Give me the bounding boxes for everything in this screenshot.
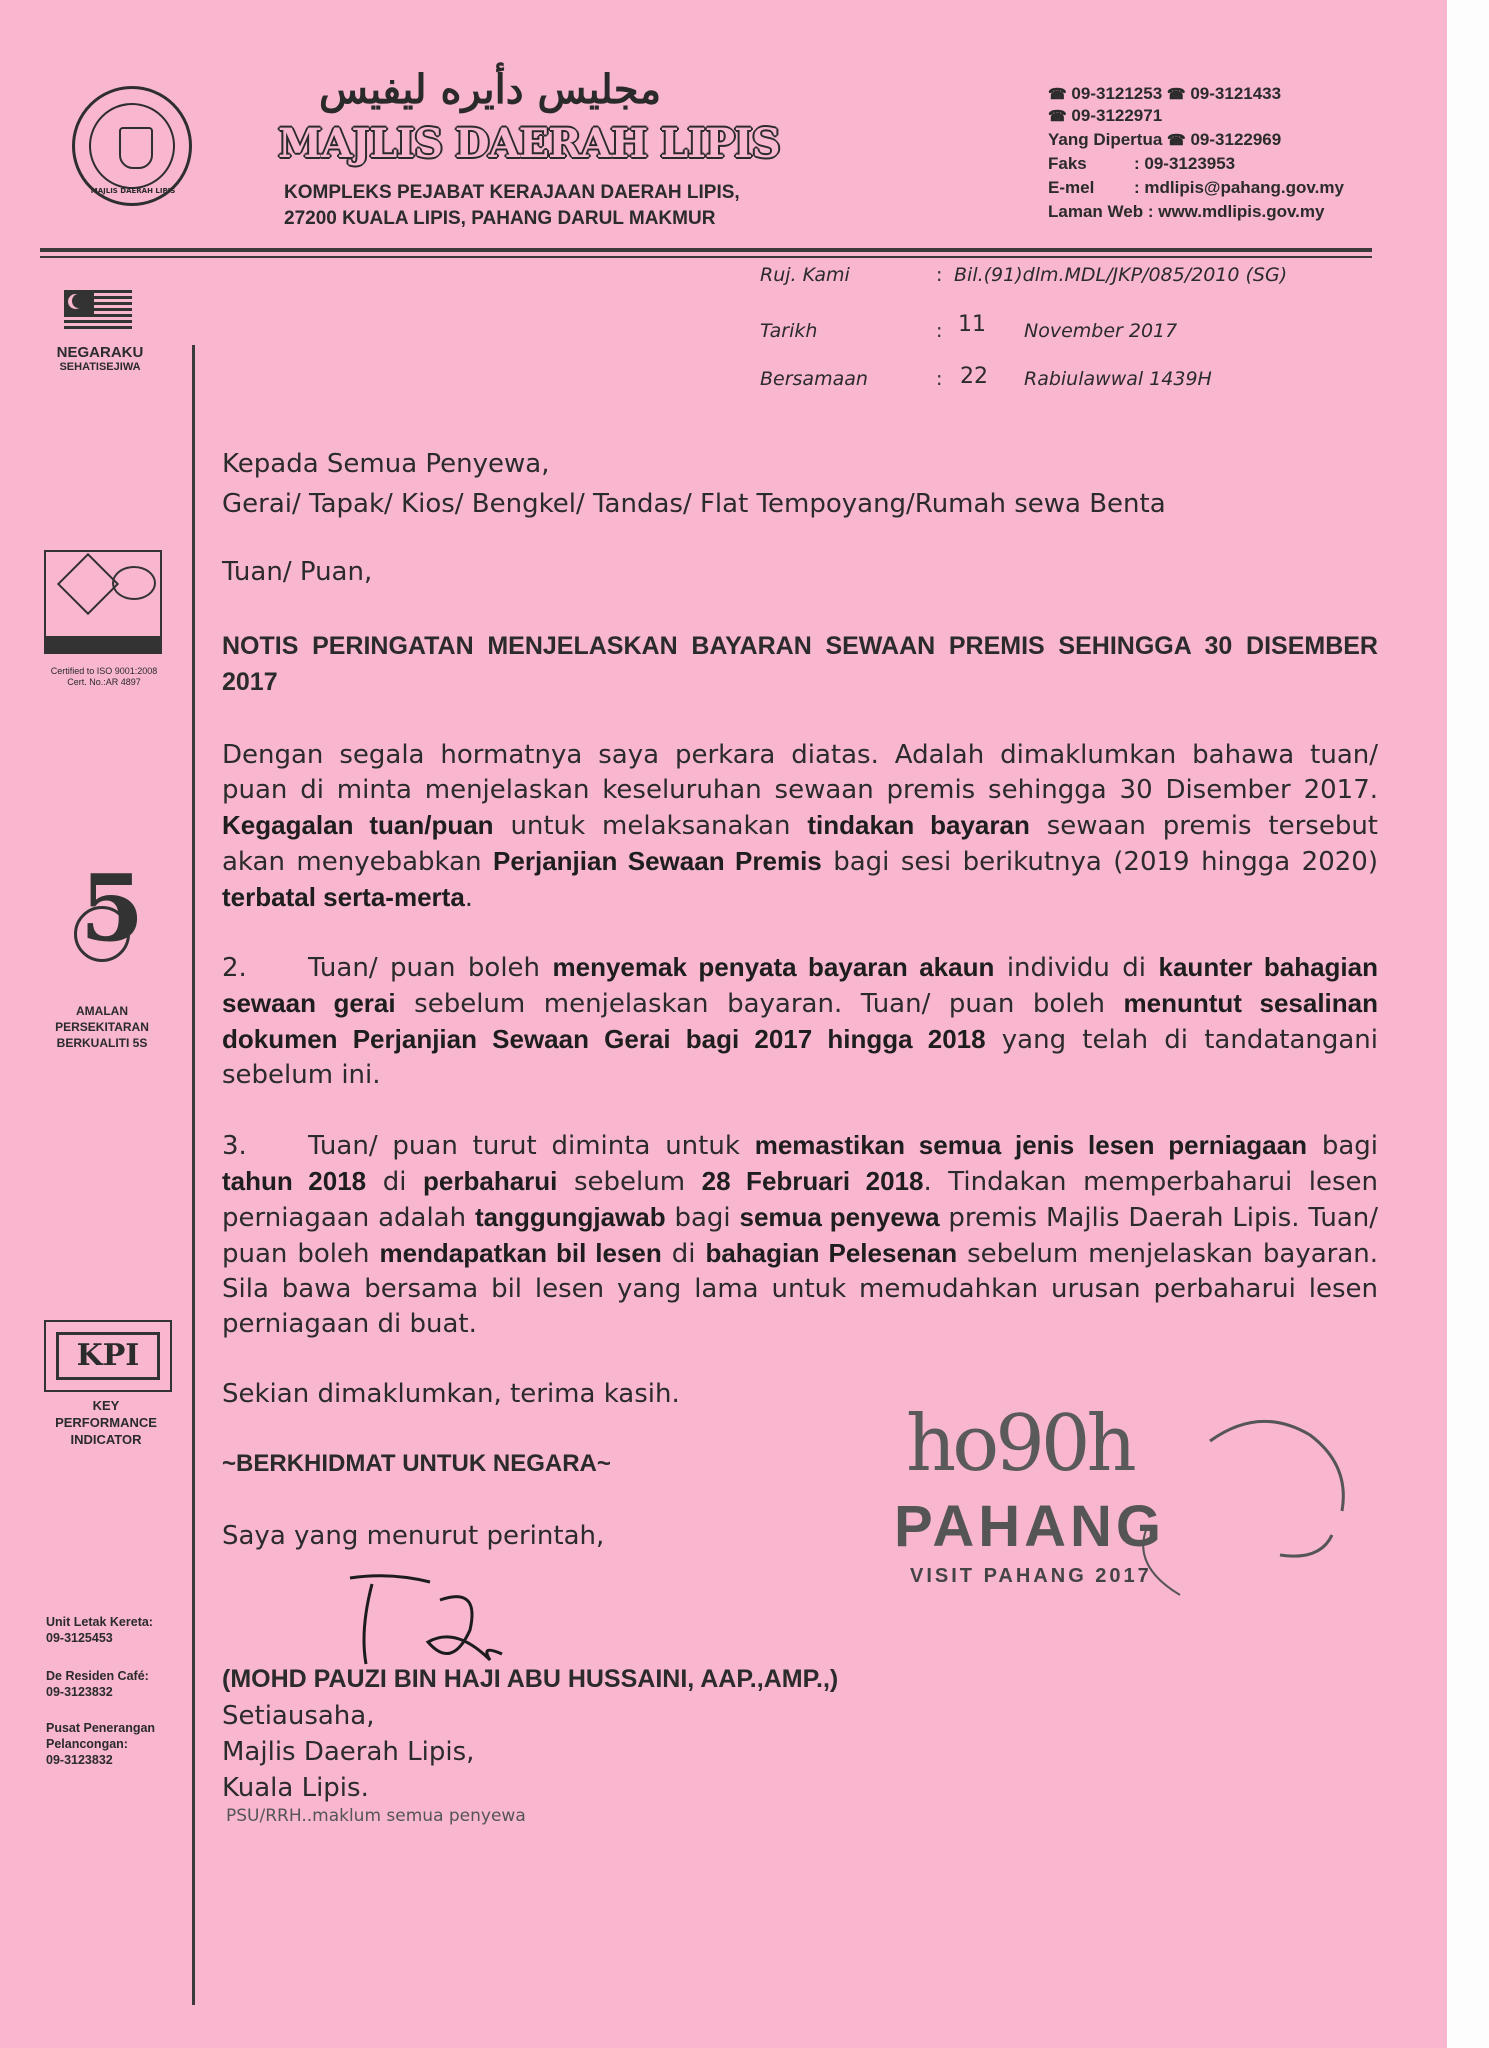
phone-icon: ☎	[1048, 108, 1067, 125]
closing-line: Sekian dimaklumkan, terima kasih.	[222, 1379, 680, 1409]
yang-dipertua-line: Yang Dipertua ☎ 09-3122969	[1048, 130, 1282, 149]
recipient-line-2: Gerai/ Tapak/ Kios/ Bengkel/ Tandas/ Flat Tempoyang/Rumah sewa Benta	[222, 489, 1166, 519]
iso-certification-logo	[44, 550, 162, 654]
iso-cert-number: Cert. No.:AR 4897	[67, 677, 141, 687]
signer-position-1: Setiausaha,	[222, 1701, 375, 1731]
council-seal-logo: MAJLIS DAERAH LIPIS	[72, 86, 192, 206]
pahang-wordmark: PAHANG	[894, 1494, 1166, 1559]
paragraph-3: 3. Tuan/ puan turut diminta untuk memastikan semua jenis lesen perniagaan bagi tahun 2018 di perbaharui sebelum 28 Februari 2018. Tindakan memperbaharui lesen perniagaan adalah tanggungjawab bagi semua penyewa premis Majlis Daerah Lipis. Tuan/ puan boleh mendapatkan bil lesen di bahagian Pelesenan sebelum menjelaskan bayaran. Sila bawa bersama bil lesen yang lama untuk memudahkan urusan perbaharui lesen perniagaan di buat.	[222, 1130, 1379, 1339]
parking-unit-contact: Unit Letak Kereta: 09-3125453	[46, 1615, 153, 1645]
kpi-label-1: KEY	[92, 1398, 120, 1413]
negaraku-label: NEGARAKU	[56, 344, 144, 361]
ref-number: Bil.(91)dlm.MDL/JKP/085/2010 (SG)	[954, 264, 1288, 286]
paper-edge	[1447, 0, 1489, 2048]
hijri-day-handwritten: 22	[960, 364, 988, 389]
signer-name: (MOHD PAUZI BIN HAJI ABU HUSSAINI, AAP.,AMP.,)	[222, 1665, 839, 1693]
visit-pahang-caption: VISIT PAHANG 2017	[910, 1565, 1152, 1587]
jawi-council-name: مجليس دأيره ليفيس	[318, 66, 662, 113]
email-line: E-mel : mdlipis@pahang.gov.my	[1048, 178, 1344, 197]
notice-title: NOTIS PERINGATAN MENJELASKAN BAYARAN SEWAAN PREMIS SEHINGGA 30 DISEMBER 2017	[222, 632, 1378, 696]
address-line-1: KOMPLEKS PEJABAT KERAJAAN DAERAH LIPIS,	[284, 182, 740, 203]
recipient-line-1: Kepada Semua Penyewa,	[222, 449, 550, 479]
signer-position-2: Majlis Daerah Lipis,	[222, 1737, 475, 1767]
website-line: Laman Web : www.mdlipis.gov.my	[1048, 202, 1325, 221]
hijri-label: Bersamaan	[760, 368, 868, 390]
kpi-label-3: INDICATOR	[70, 1432, 142, 1447]
cafe-contact: De Residen Café: 09-3123832	[46, 1669, 149, 1699]
paragraph-2: 2. Tuan/ puan boleh menyemak penyata bayaran akaun individu di kaunter bahagian sewaan gerai sebelum menjelaskan bayaran. Tuan/ puan boleh menuntut sesalinan dokumen Perjanjian Sewaan Gerai bagi 2017 hingga 2018 yang telah di tandatangani sebelum ini.	[222, 952, 1378, 1090]
kpi-label-2: PERFORMANCE	[55, 1415, 157, 1430]
5s-label-2: PERSEKITARAN	[55, 1020, 149, 1034]
paragraph-1: Dengan segala hormatnya saya perkara diatas. Adalah dimaklumkan bahawa tuan/ puan di minta menjelaskan keseluruhan sewaan premis sehingga 30 Disember 2017. Kegagalan tuan/puan untuk melaksanakan tindakan bayaran sewaan premis tersebut akan menyebabkan Perjanjian Sewaan Premis bagi sesi berikutnya (2019 hingga 2020) terbatal serta-merta.	[222, 740, 1379, 913]
phone-icon: ☎	[1167, 132, 1186, 149]
sign-off: Saya yang menurut perintah,	[222, 1521, 605, 1551]
iso-cert-text: Certified to ISO 9001:2008	[50, 666, 158, 676]
header-rule-thin	[40, 256, 1372, 258]
date-label: Tarikh	[760, 320, 818, 342]
malaysia-flag-icon	[64, 290, 132, 332]
salutation: Tuan/ Puan,	[222, 557, 373, 587]
hijri-month-year: Rabiulawwal 1439H	[1024, 368, 1212, 390]
copy-note: PSU/RRH..maklum semua penyewa	[226, 1806, 526, 1826]
fax-line: Faks : 09-3123953	[1048, 154, 1236, 173]
sehati-label: SEHATISEJIWA	[59, 361, 141, 373]
letter-page: MAJLIS DAERAH LIPIS مجليس دأيره ليفيس MAJLIS DAERAH LIPIS KOMPLEKS PEJABAT KERAJAAN DAERAH LIPIS, 27200 KUALA LIPIS, PAHANG DARUL MAKMUR ☎ 09-3121253 ☎ 09-3121433 ☎ 09-3122971 Yang Dipertua ☎ 09-3122969 Faks : 09-3123953 E-mel : mdlipis@pahang.gov.my Laman Web : www.mdlipis.gov.my NEGARAKU SEHATISEJIWA Certified to ISO 9001:2008 Cert. No.:AR 4897 5 AMALAN PERSEKITARAN BERKUALITI 5S KPI KEY PERFORMANCE INDICATOR Unit Letak Kereta: 09-3125453 De Residen Café: 09-3123832 Pusat Penerangan Pelancongan: 09-3123832 Ruj. Kami : Bil.(91)dlm.MDL/JKP/085/2010 (SG) Tarikh : 11 November 2017 Bersamaan : 22 Rabiulawwal 1439H Kepada Semua Penyewa, Gerai/ Tapak/ Kios/ Bengkel/ Tandas/ Flat Tempoyang/Rumah sewa Benta Tuan/ Puan, NOTIS PERINGATAN MENJELASKAN BAYARAN SEWAAN PREMIS SEHINGGA 30 DISEMBER 2017 Dengan segala hormatnya saya perkara diatas. Adalah dimaklumkan bahawa tuan/ puan di minta menjelaskan keseluruhan sewaan premis sehingga 30 Disember 2017. Kegagalan tuan/puan untuk melaksanakan tindakan bayaran sewaan premis tersebut akan menyebabkan Perjanjian Sewaan Premis bagi sesi berikutnya (2019 hingga 2020) terbatal serta-merta. 2. Tuan/ puan boleh menyemak penyata bayaran akaun individu di kaunter bahagian sewaan gerai sebelum menjelaskan bayaran. Tuan/ puan boleh menuntut sesalinan dokumen Perjanjian Sewaan Gerai bagi 2017 hingga 2018 yang telah di tandatangani sebelum ini. 3. Tuan/ puan turut diminta untuk memastikan semua jenis lesen perniagaan bagi tahun 2018 di perbaharui sebelum 28 Februari 2018. Tindakan memperbaharui lesen perniagaan adalah tanggungjawab bagi semua penyewa premis Majlis Daerah Lipis. Tuan/ puan boleh mendapatkan bil lesen di bahagian Pelesenan sebelum menjelaskan bayaran. Sila bawa bersama bil lesen yang lama untuk memudahkan urusan perbaharui lesen perniagaan di buat. Sekian dimaklumkan, terima kasih. ~BERKHIDMAT UNTUK NEGARA~ Saya yang menurut perintah, (MOHD PAUZI BIN HAJI ABU HUSSAINI, AAP.,AMP.,) Setiausaha, Majlis Daerah Lipis, Kuala Lipis. PSU/RRH..maklum semua penyewa ho90h PAHANG VISIT PAHANG 2017	[0, 0, 1447, 2048]
pahang-script-mark: ho90h	[906, 1399, 1133, 1489]
date-day-handwritten: 11	[958, 312, 986, 337]
kpi-logo: KPI	[44, 1320, 172, 1392]
sidebar-divider	[192, 345, 195, 2005]
signer-position-3: Kuala Lipis.	[222, 1773, 369, 1803]
motto: ~BERKHIDMAT UNTUK NEGARA~	[222, 1450, 611, 1477]
5s-logo: 5	[44, 862, 158, 1002]
ref-label: Ruj. Kami	[760, 264, 850, 286]
5s-label-3: BERKUALITI 5S	[56, 1036, 148, 1050]
date-month-year: November 2017	[1024, 320, 1178, 342]
visit-pahang-logo	[880, 1385, 1380, 1600]
council-name: MAJLIS DAERAH LIPIS	[278, 120, 780, 167]
tourism-info-contact: Pusat Penerangan Pelancongan: 09-3123832	[46, 1721, 156, 1767]
address-line-2: 27200 KUALA LIPIS, PAHANG DARUL MAKMUR	[284, 208, 716, 229]
phone-line-2: ☎ 09-3122971	[1048, 106, 1163, 125]
signature-image	[330, 1560, 520, 1680]
5s-label-1: AMALAN	[76, 1004, 128, 1018]
phone-icon: ☎	[1048, 86, 1067, 103]
phone-line-1: ☎ 09-3121253 ☎ 09-3121433	[1048, 84, 1282, 103]
phone-icon: ☎	[1166, 86, 1186, 103]
header-rule	[40, 248, 1372, 252]
